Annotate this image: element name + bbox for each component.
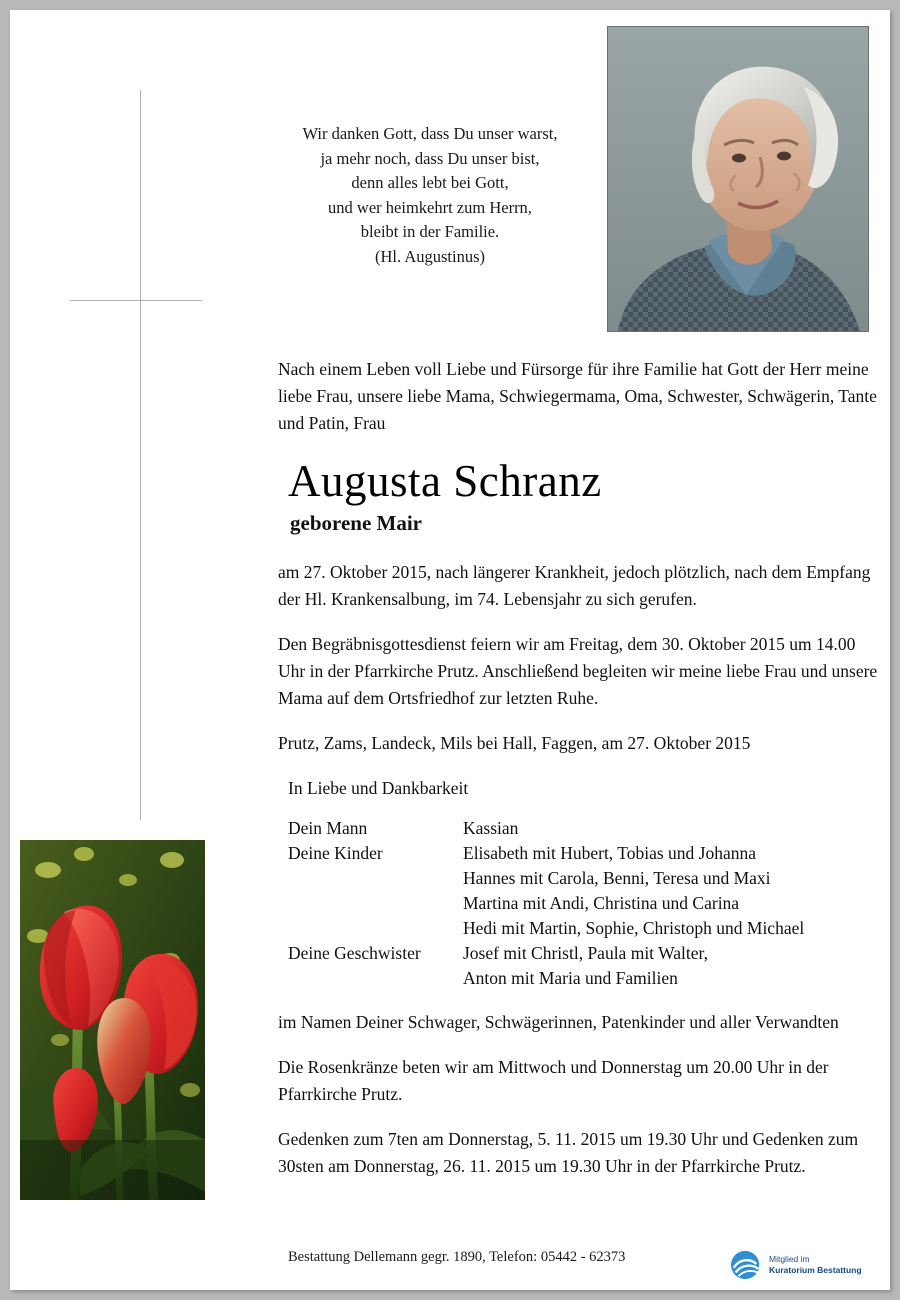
verse-line-2: ja mehr noch, dass Du unser bist, [320, 148, 540, 168]
verse-block [265, 122, 595, 269]
table-row [288, 816, 804, 841]
main-content [278, 356, 878, 1198]
verse-line-3: denn alles lebt bei Gott, [351, 173, 509, 192]
family-label: Deine Kinder [288, 843, 383, 863]
family-value: Kassian [463, 818, 519, 838]
verse-line-5: bleibt in der Familie. [360, 222, 500, 241]
family-table [288, 816, 804, 991]
intro-paragraph: Nach einem Leben voll Liebe und Fürsorge für ihre Familie hat Gott der Herr meine liebe Frau, unsere liebe Mama, Schwiegermama, Oma, Schwester, Schwägerin, Tante und Patin, Frau [278, 359, 877, 433]
family-value: Hedi mit Martin, Sophie, Christoph und Michael [463, 918, 805, 938]
deceased-name: Augusta Schranz [288, 456, 602, 506]
family-value: Josef mit Christl, Paula mit Walter, [463, 943, 708, 963]
family-value: Martina mit Andi, Christina und Carina [463, 893, 740, 913]
death-paragraph: am 27. Oktober 2015, nach längerer Krankheit, jedoch plötzlich, nach dem Empfang der Hl. Krankensalbung, im 74. Lebensjahr zu sich gerufen. [278, 562, 871, 609]
portrait-photo [607, 26, 869, 332]
family-value: Hannes mit Carola, Benni, Teresa und Maxi [463, 868, 771, 888]
kuratorium-logo [728, 1248, 868, 1282]
funeral-paragraph: Den Begräbnisgottesdienst feiern wir am Freitag, dem 30. Oktober 2015 um 14.00 Uhr in der Pfarrkirche Prutz. Anschließend begleiten wir meine liebe Frau und unsere Mama auf dem Ortsfriedhof zur letzten Ruhe. [278, 634, 878, 708]
family-label-empty [288, 891, 463, 916]
table-row [288, 866, 804, 891]
swirl-icon [728, 1249, 766, 1281]
family-label-empty [288, 966, 463, 991]
verse-attribution: (Hl. Augustinus) [374, 246, 485, 266]
cross-vertical-line [140, 90, 141, 820]
table-row [288, 916, 804, 941]
obituary-card [10, 10, 890, 1290]
family-value: Elisabeth mit Hubert, Tobias und Johanna [463, 843, 756, 863]
relatives-paragraph: im Namen Deiner Schwager, Schwägerinnen, Patenkinder und aller Verwandten [278, 1012, 839, 1032]
footer-text: Bestattung Dellemann gegr. 1890, Telefon: 05442 - 62373 [288, 1249, 626, 1265]
table-row [288, 941, 804, 966]
in-love-line: In Liebe und Dankbarkeit [288, 778, 469, 798]
cross-graphic [70, 90, 230, 820]
verse-line-4: und wer heimkehrt zum Herrn, [328, 197, 532, 217]
flowers-photo [20, 840, 205, 1200]
logo-text [769, 1254, 862, 1276]
family-label-empty [288, 916, 463, 941]
family-label-empty [288, 866, 463, 891]
verse-line-1: Wir danken Gott, dass Du unser warst, [302, 124, 558, 143]
maiden-name: geborene Mair [290, 511, 422, 535]
family-value: Anton mit Maria und Familien [463, 968, 678, 988]
family-label: Dein Mann [288, 818, 368, 838]
table-row [288, 841, 804, 866]
family-label: Deine Geschwister [288, 943, 421, 963]
logo-line-1: Mitglied im [769, 1254, 810, 1264]
memorial-paragraph: Gedenken zum 7ten am Donnerstag, 5. 11. 2015 um 19.30 Uhr und Gedenken zum 30sten am Donnerstag, 26. 11. 2015 um 19.30 Uhr in der Pfarrkirche Prutz. [278, 1129, 859, 1176]
table-row [288, 891, 804, 916]
places-date: Prutz, Zams, Landeck, Mils bei Hall, Faggen, am 27. Oktober 2015 [278, 733, 751, 753]
cross-horizontal-line [70, 300, 202, 301]
logo-line-2: Kuratorium Bestattung [769, 1265, 862, 1275]
table-row [288, 966, 804, 991]
rosary-paragraph: Die Rosenkränze beten wir am Mittwoch und Donnerstag um 20.00 Uhr in der Pfarrkirche Prutz. [278, 1057, 829, 1104]
